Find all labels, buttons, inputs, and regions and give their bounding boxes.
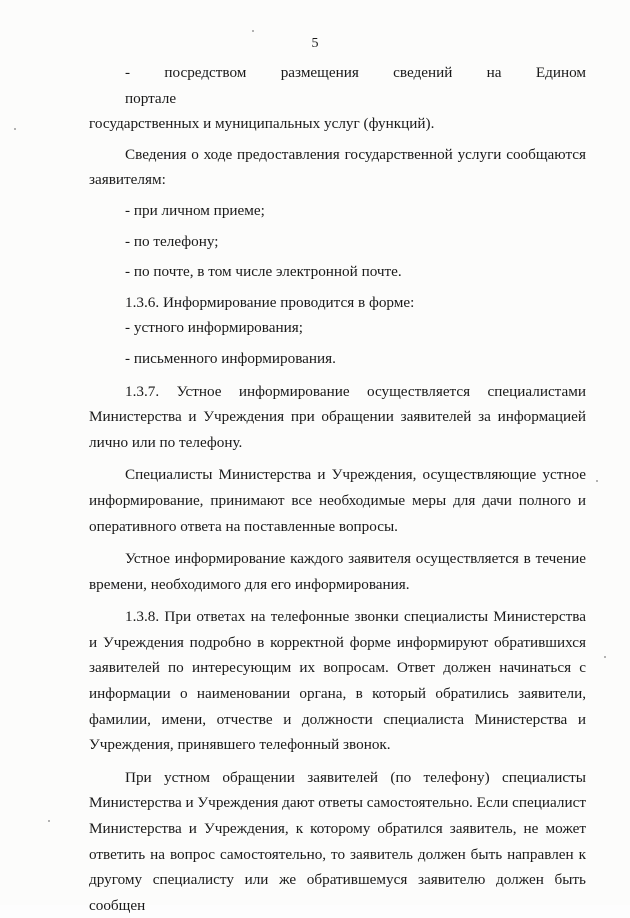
paragraph-oral-time: Устное информирование каждого заявителя осуществляется в течение времени, необходимого для его информирования. [89,550,586,593]
list-item-oral: - устного информирования; [125,319,303,337]
page-number: 5 [311,36,319,51]
list-item-phone: - по телефону; [125,232,219,250]
paragraph-specialists: Специалисты Министерства и Учреждения, осуществляющие устное информирование, принимают все необходимые меры для дачи полного и оперативного ответа на поставленные вопросы. [89,466,586,535]
scan-speck [604,656,606,658]
paragraph-1-3-7: 1.3.7. Устное информирование осуществляется специалистами Министерства и Учреждения при обращении заявителей за информацией лично или по телефону. [89,382,586,451]
scan-speck [14,128,16,130]
paragraph-oral-appeal: При устном обращении заявителей (по телефону) специалисты Министерства и Учреждения дают ответы самостоятельно. Если специалист Министерства и Учреждения, к которому обратился заявитель, не может ответить на вопрос самостоятельно, то заявитель должен быть направлен к другому специалисту или же обратившемуся заявителю должен быть сообщен [89,768,586,914]
document-body [89,60,586,918]
list-item-personal: - при личном приеме; [125,201,265,219]
scan-speck [596,480,598,482]
paragraph-status-info: Сведения о ходе предоставления государственной услуги сообщаются заявителям: [89,145,586,189]
paragraph-1-3-8: 1.3.8. При ответах на телефонные звонки специалисты Министерства и Учреждения подробно в корректной форме информируют обратившихся заявителей по интересующим их вопросам. Ответ должен начинаться с информации о наименовании органа, в который обратились заявители, фамилии, имени, отчестве и должности специалиста Министерства и Учреждения, принявшего телефонный звонок. [89,608,586,754]
paragraph-portal-line1: - посредством размещения сведений на Едином портале [125,64,586,107]
scan-speck [252,30,254,32]
list-item-written: - письменного информирования. [125,349,336,367]
list-item-mail: - по почте, в том числе электронной почте. [125,263,402,281]
scan-speck [48,820,50,822]
paragraph-1-3-6: 1.3.6. Информирование проводится в форме: [125,293,415,311]
paragraph-portal-line2: государственных и муниципальных услуг (функций). [89,115,435,133]
